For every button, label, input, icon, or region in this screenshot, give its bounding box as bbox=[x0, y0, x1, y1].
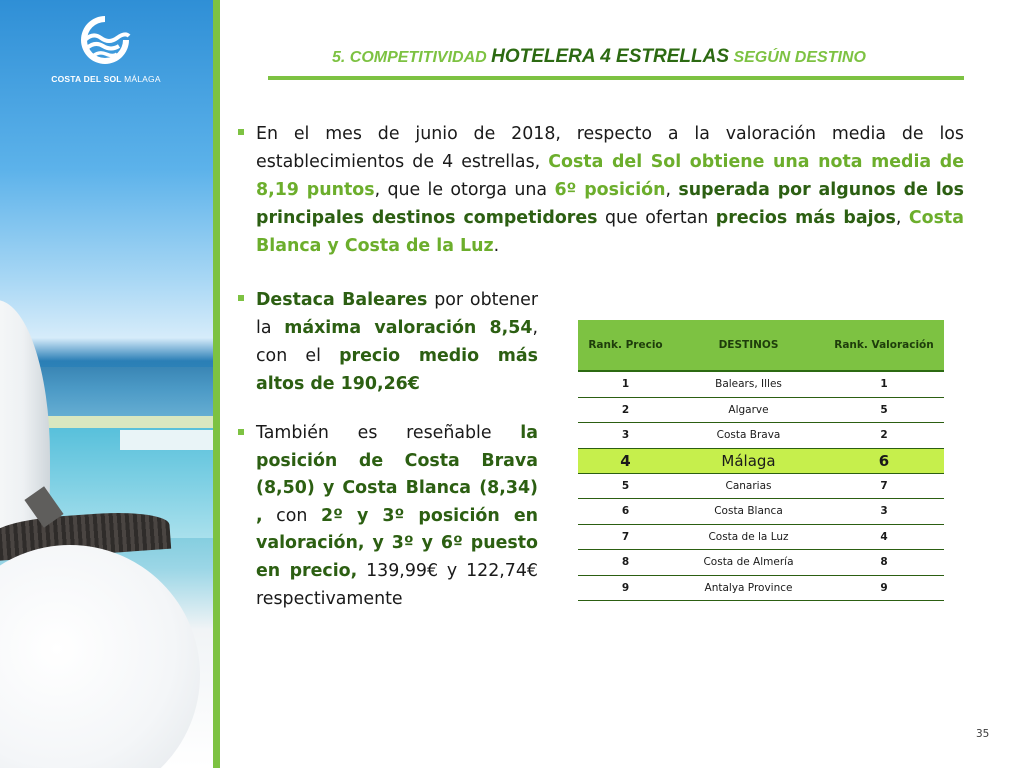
beach-photo bbox=[0, 0, 213, 768]
white-cushion bbox=[0, 545, 200, 768]
table-row bbox=[578, 499, 944, 525]
table-row bbox=[578, 575, 944, 601]
rank-precio-cell: 6 bbox=[578, 499, 673, 525]
ranking-table bbox=[578, 320, 944, 601]
green-divider-bar bbox=[213, 0, 220, 768]
table-row bbox=[578, 371, 944, 397]
paragraph-baleares: Destaca Baleares por obtener la máxima valoración 8,54, con el precio medio más altos de 190,26€ bbox=[256, 290, 539, 394]
destino-cell: Antalya Province bbox=[673, 575, 824, 601]
rank-valoracion-cell: 5 bbox=[824, 397, 944, 423]
rank-precio-cell: 3 bbox=[578, 423, 673, 449]
rank-valoracion-cell: 1 bbox=[824, 371, 944, 397]
destino-cell: Costa Blanca bbox=[673, 499, 824, 525]
bullet-icon bbox=[238, 129, 244, 135]
page-title: 5. COMPETITIVIDAD HOTELERA 4 ESTRELLAS SEGÚN DESTINO bbox=[332, 46, 866, 67]
rank-valoracion-cell: 7 bbox=[824, 473, 944, 499]
destino-cell: Balears, Illes bbox=[673, 371, 824, 397]
destino-cell: Málaga bbox=[673, 448, 824, 473]
rank-precio-cell: 8 bbox=[578, 550, 673, 576]
destino-cell: Costa de Almería bbox=[673, 550, 824, 576]
table-row bbox=[578, 550, 944, 576]
title-underline bbox=[268, 76, 964, 80]
table-row bbox=[578, 397, 944, 423]
table-row bbox=[578, 524, 944, 550]
costa-del-sol-logo bbox=[46, 14, 166, 94]
paragraph-costa-brava: También es reseñable la posición de Costa Brava (8,50) y Costa Blanca (8,34) , con 2º y 3º posición en valoración, y 3º y 6º puesto en precio, 139,99€ y 122,74€ respectivamente bbox=[256, 423, 539, 609]
rank-precio-cell: 1 bbox=[578, 371, 673, 397]
destino-cell: Costa de la Luz bbox=[673, 524, 824, 550]
wave-sun-icon bbox=[79, 14, 131, 66]
rank-valoracion-cell: 6 bbox=[824, 448, 944, 473]
rank-valoracion-cell: 3 bbox=[824, 499, 944, 525]
rank-precio-cell: 2 bbox=[578, 397, 673, 423]
rank-valoracion-cell: 4 bbox=[824, 524, 944, 550]
table-row bbox=[578, 423, 944, 449]
rank-precio-cell: 4 bbox=[578, 448, 673, 473]
destino-cell: Canarias bbox=[673, 473, 824, 499]
destino-cell: Algarve bbox=[673, 397, 824, 423]
destino-cell: Costa Brava bbox=[673, 423, 824, 449]
header-rank-valoracion: Rank. Valoración bbox=[824, 320, 944, 371]
rank-precio-cell: 9 bbox=[578, 575, 673, 601]
paragraph-june-2018: En el mes de junio de 2018, respecto a la valoración media de los establecimientos de 4 estrellas, Costa del Sol obtiene una nota media de 8,19 puntos, que le otorga una 6º posición, superada por algunos de los principales destinos competidores que ofertan precios más bajos, Costa Blanca y Costa de la Luz. bbox=[256, 124, 964, 256]
table-row-highlighted bbox=[578, 448, 944, 473]
rank-valoracion-cell: 9 bbox=[824, 575, 944, 601]
header-destinos: DESTINOS bbox=[673, 320, 824, 371]
table-row bbox=[578, 473, 944, 499]
bullet-icon bbox=[238, 429, 244, 435]
rank-precio-cell: 5 bbox=[578, 473, 673, 499]
bullet-icon bbox=[238, 295, 244, 301]
pool-edge bbox=[120, 430, 213, 450]
rank-precio-cell: 7 bbox=[578, 524, 673, 550]
header-rank-precio: Rank. Precio bbox=[578, 320, 673, 371]
page-number: 35 bbox=[976, 728, 990, 740]
table-header-row bbox=[578, 320, 944, 371]
rank-valoracion-cell: 2 bbox=[824, 423, 944, 449]
rank-valoracion-cell: 8 bbox=[824, 550, 944, 576]
logo-text: COSTA DEL SOL MÁLAGA bbox=[51, 74, 161, 84]
